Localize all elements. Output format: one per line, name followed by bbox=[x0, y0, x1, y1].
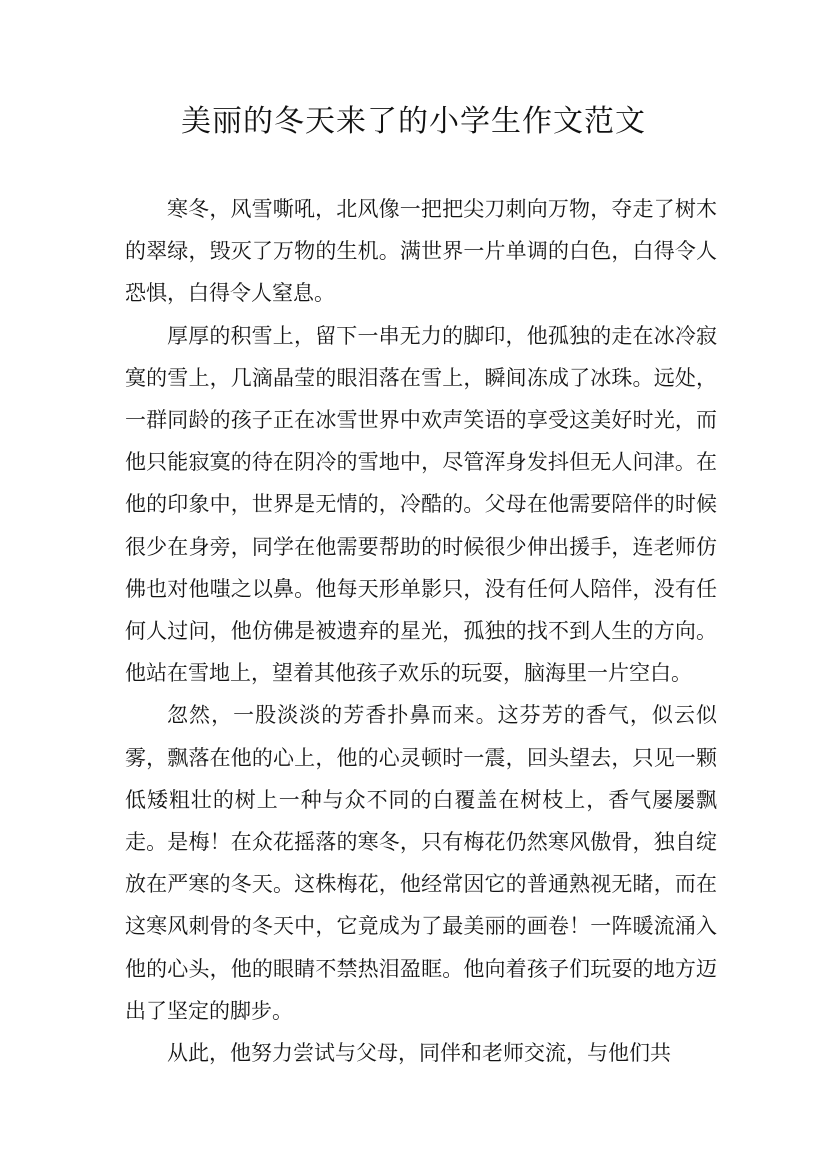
document-body bbox=[125, 188, 717, 1074]
paragraph-2: 厚厚的积雪上，留下一串无力的脚印，他孤独的走在冰冷寂寞的雪上，几滴晶莹的眼泪落在雪上，瞬间冻成了冰珠。远处，一群同龄的孩子正在冰雪世界中欢声笑语的享受这美好时光，而他只能寂寞的待在阴冷的雪地中，尽管浑身发抖但无人问津。在他的印象中，世界是无情的，冷酷的。父母在他需要陪伴的时候很少在身旁，同学在他需要帮助的时候很少伸出援手，连老师仿佛也对他嗤之以鼻。他每天形单影只，没有任何人陪伴，没有任何人过问，他仿佛是被遗弃的星光，孤独的找不到人生的方向。他站在雪地上，望着其他孩子欢乐的玩耍，脑海里一片空白。 bbox=[125, 323, 717, 686]
paragraph-4: 从此，他努力尝试与父母，同伴和老师交流，与他们共 bbox=[167, 1041, 671, 1066]
paragraph-3: 忽然，一股淡淡的芳香扑鼻而来。这芬芳的香气，似云似雾，飘落在他的心上，他的心灵顿时一震，回头望去，只见一颗低矮粗壮的树上一种与众不同的白覆盖在树枝上，香气屡屡飘走。是梅！在众花摇落的寒冬，只有梅花仍然寒风傲骨，独自绽放在严寒的冬天。这株梅花，他经常因它的普通熟视无睹，而在这寒风刺骨的冬天中，它竟成为了最美丽的画卷！一阵暖流涌入他的心头，他的眼睛不禁热泪盈眶。他向着孩子们玩耍的地方迈出了坚定的脚步。 bbox=[125, 703, 717, 1023]
document-title: 美丽的冬天来了的小学生作文范文 bbox=[181, 104, 646, 139]
paragraph-1: 寒冬，风雪嘶吼，北风像一把把尖刀刺向万物，夺走了树木的翠绿，毁灭了万物的生机。满世界一片单调的白色，白得令人恐惧，白得令人窒息。 bbox=[125, 197, 717, 306]
